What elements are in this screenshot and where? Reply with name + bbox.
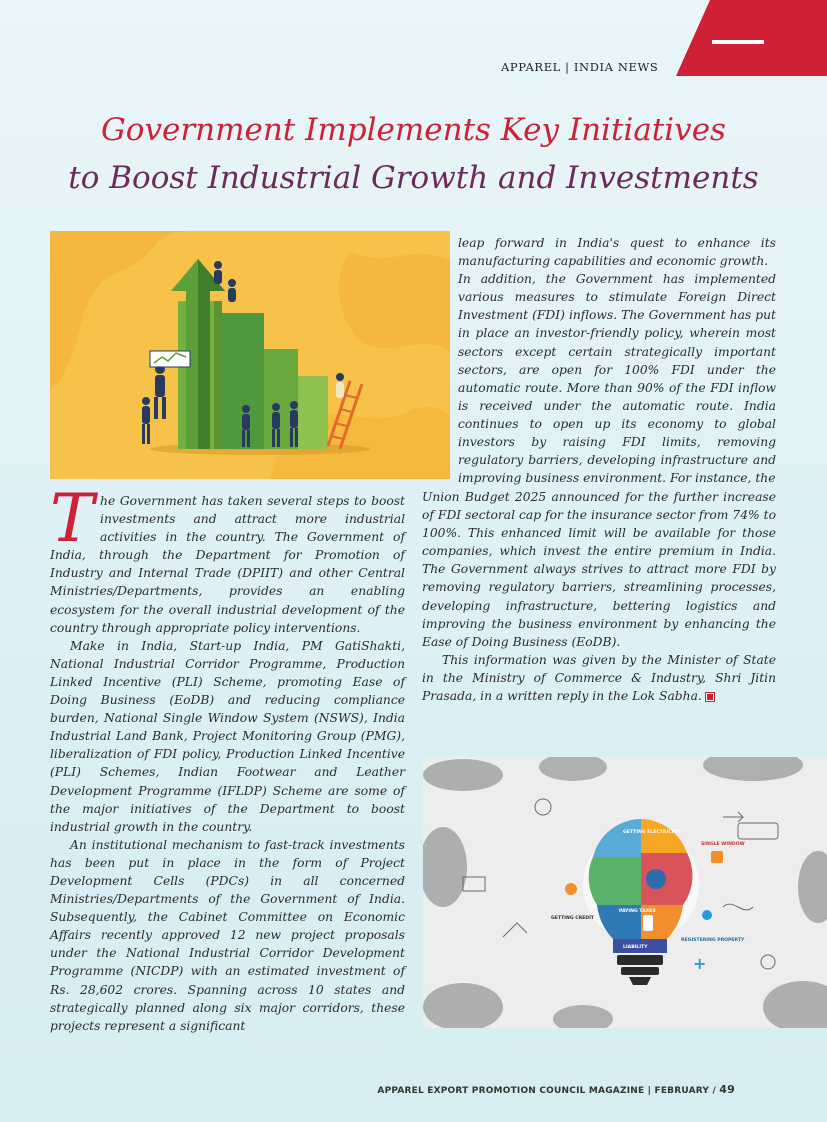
bulb-label-paying-taxes: PAYING TAXES [619, 909, 656, 914]
paragraph-1-text: he Government has taken several steps to boost investments and attract more industrial activities in the country. The Government of India, through the Department for Promotion of Industry and Internal Trade (DPIIT) and other Central Ministries/Departments, provides an enabling ecosystem for the overall industrial development of the country through appropriate policy interventions. [50, 494, 405, 635]
paragraph-4: In addition, the Government has implemented various measures to stimulate Foreign Direct Investment (FDI) inflows. The Government has put in place an investor-friendly policy, wherein most sectors except certain strategically important sectors, are open for 100% FDI under the automatic route. More than 90% of the FDI inflow is received under the automatic route. India continues to open up its economy to global investors by raising FDI limits, removing regulatory barriers, developing infrastructure and improving business environment. For instance, the [458, 272, 776, 486]
drop-cap: T [50, 480, 95, 557]
section-tag: APPAREL | INDIA NEWS [501, 60, 659, 74]
footer-text: APPAREL EXPORT PROMOTION COUNCIL MAGAZINE | FEBRUARY / [377, 1086, 716, 1096]
magazine-logo-corner [676, 0, 827, 76]
article-column-right-bottom [422, 488, 776, 705]
paragraph-2: Make in India, Start-up India, PM GatiShakti, National Industrial Corridor Programme, Production Linked Incentive (PLI) Scheme, promoting Ease of Doing Business (EoDB) and reducing compliance burden, National Single Window System (NSWS), India Industrial Land Bank, Project Monitoring Group (PMG), liberalization of FDI policy, Production Linked Incentive (PLI) Schemes, Indian Footwear and Leather Development Programme (IFLDP) Scheme are some of the major initiatives of the Department to boost industrial growth in the country. [50, 638, 405, 834]
growth-illustration [50, 231, 450, 479]
article-title-line-1: Government Implements Key Initiatives [101, 112, 726, 148]
bulb-label-registering-property: REGISTERING PROPERTY [681, 938, 745, 943]
paragraph-5 [422, 651, 776, 705]
article-end-mark [706, 693, 714, 701]
bulb-label-liability: LIABILITY [623, 945, 648, 950]
article-column-right-top [458, 234, 776, 487]
article-title-line-2: to Boost Industrial Growth and Investments [68, 160, 759, 196]
article-column-left [50, 480, 405, 1035]
ease-of-business-bulb-illustration [423, 757, 827, 1028]
svg-text:+: + [693, 954, 707, 973]
paragraph-3-continued: leap forward in India's quest to enhance its manufacturing capabilities and economic growth. [458, 236, 776, 269]
bulb-label-electricity: GETTING ELECTRICITY [623, 830, 680, 835]
bulb-label-getting-credit: GETTING CREDIT [551, 916, 594, 921]
page-number: 49 [719, 1083, 735, 1096]
paragraph-3: An institutional mechanism to fast-track investments has been put in place in the form of Project Development Cells (PDCs) in all concerned Ministries/Departments of the Government of India. Subsequently, the Cabinet Committee on Economic Affairs recently approved 12 new project proposals under the National Industrial Corridor Development Programme (NICDP) with an estimated investment of Rs. 28,602 crores. Spanning across 10 states and strategically planned along six major corridors, these projects represent a significant [50, 837, 405, 1033]
bulb-label-single-window: SINGLE WINDOW [701, 842, 745, 847]
page-footer [377, 1083, 735, 1096]
paragraph-1 [50, 480, 405, 637]
paragraph-5-text: This information was given by the Minister of State in the Ministry of Commerce & Industry, Shri Jitin Prasada, in a written reply in the Lok Sabha. [422, 652, 776, 704]
paragraph-4-continued: Union Budget 2025 announced for the further increase of FDI sectoral cap for the insurance sector from 74% to 100%. This enhanced limit will be available for those companies, which invest the entire premium in India. The Government always strives to attract more FDI by removing regulatory barriers, streamlining processes, developing infrastructure, bettering logistics and improving the business environment by enhancing the Ease of Doing Business (EoDB). [422, 490, 776, 649]
